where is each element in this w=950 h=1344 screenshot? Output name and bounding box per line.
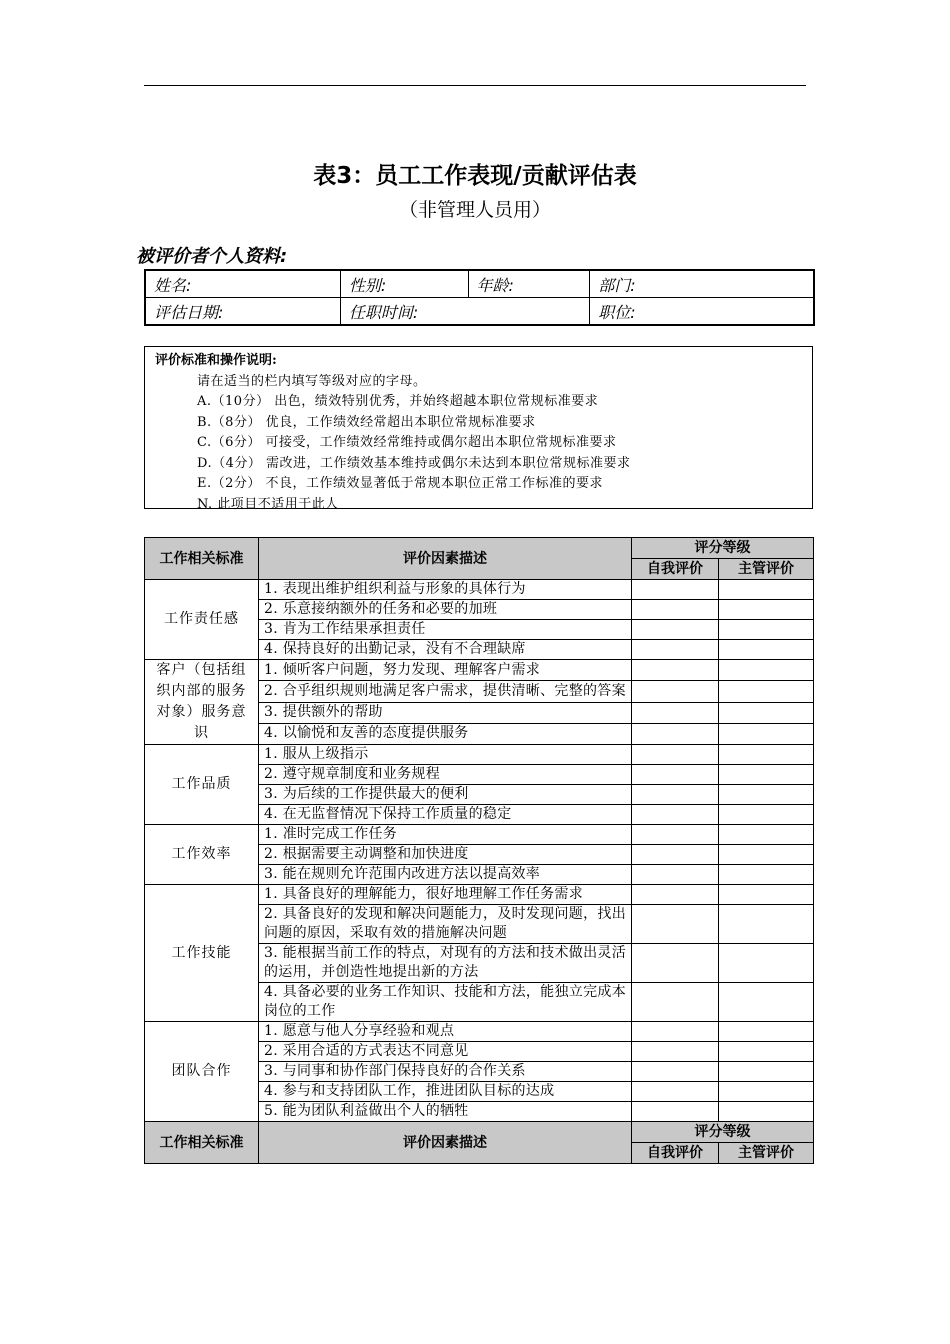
manager-rating-cell[interactable] [719, 1022, 814, 1042]
factor-description: 4. 以愉悦和友善的态度提供服务 [259, 723, 632, 744]
table-row [145, 580, 814, 600]
self-rating-cell[interactable] [632, 905, 719, 944]
factor-description: 3. 与同事和协作部门保持良好的合作关系 [259, 1062, 632, 1082]
age-field[interactable]: 年龄: [468, 270, 590, 298]
self-rating-cell[interactable] [632, 1102, 719, 1122]
criteria-cell: 工作技能 [145, 885, 259, 1022]
self-rating-cell[interactable] [632, 640, 719, 660]
manager-rating-cell[interactable] [719, 905, 814, 944]
factor-description: 2. 合乎组织规则地满足客户需求，提供清晰、完整的答案 [259, 681, 632, 702]
personal-info-table [144, 269, 815, 326]
header-manager: 主管评价 [719, 559, 814, 580]
footer-rating: 评分等级 [632, 1122, 814, 1143]
eval-date-field[interactable]: 评估日期: [145, 298, 340, 326]
manager-rating-cell[interactable] [719, 1082, 814, 1102]
self-rating-cell[interactable] [632, 885, 719, 905]
self-rating-cell[interactable] [632, 805, 719, 825]
grade-a-line: A.（10分） 出色，绩效特别优秀，并始终超越本职位常规标准要求 [197, 394, 599, 409]
self-rating-cell[interactable] [632, 702, 719, 723]
factor-description: 4. 具备必要的业务工作知识、技能和方法，能独立完成本岗位的工作 [259, 983, 632, 1022]
manager-rating-cell[interactable] [719, 745, 814, 765]
footer-manager: 主管评价 [719, 1143, 814, 1164]
instructions-title: 评价标准和操作说明: [155, 353, 277, 368]
factor-description: 5. 能为团队利益做出个人的牺牲 [259, 1102, 632, 1122]
factor-description: 2. 遵守规章制度和业务规程 [259, 765, 632, 785]
manager-rating-cell[interactable] [719, 865, 814, 885]
criteria-cell: 工作责任感 [145, 580, 259, 660]
factor-description: 4. 参与和支持团队工作，推进团队目标的达成 [259, 1082, 632, 1102]
department-field[interactable]: 部门: [590, 270, 814, 298]
self-rating-cell[interactable] [632, 580, 719, 600]
factor-description: 3. 为后续的工作提供最大的便利 [259, 785, 632, 805]
tenure-field[interactable]: 任职时间: [340, 298, 589, 326]
table-row [145, 660, 814, 681]
header-rule [144, 85, 806, 86]
page-subtitle: （非管理人员用） [398, 199, 551, 221]
self-rating-cell[interactable] [632, 681, 719, 702]
manager-rating-cell[interactable] [719, 580, 814, 600]
factor-description: 2. 根据需要主动调整和加快进度 [259, 845, 632, 865]
self-rating-cell[interactable] [632, 745, 719, 765]
header-description: 评价因素描述 [259, 538, 632, 580]
grade-e-line: E.（2分） 不良，工作绩效显著低于常规本职位正常工作标准的要求 [197, 476, 604, 491]
grade-b-line: B.（8分） 优良，工作绩效经常超出本职位常规标准要求 [197, 414, 536, 430]
self-rating-cell[interactable] [632, 660, 719, 681]
self-rating-cell[interactable] [632, 825, 719, 845]
table-row [145, 885, 814, 905]
criteria-cell: 团队合作 [145, 1022, 259, 1122]
grade-d-line: D.（4分） 需改进，工作绩效基本维持或偶尔未达到本职位常规标准要求 [197, 455, 631, 471]
manager-rating-cell[interactable] [719, 1042, 814, 1062]
manager-rating-cell[interactable] [719, 885, 814, 905]
personal-info-heading: 被评价者个人资料: [136, 246, 288, 267]
grade-c-line: C.（6分） 可接受，工作绩效经常维持或偶尔超出本职位常规标准要求 [197, 435, 617, 450]
manager-rating-cell[interactable] [719, 845, 814, 865]
self-rating-cell[interactable] [632, 944, 719, 983]
factor-description: 1. 倾听客户问题，努力发现、理解客户需求 [259, 660, 632, 681]
self-rating-cell[interactable] [632, 723, 719, 744]
table-row [145, 745, 814, 765]
factor-description: 4. 保持良好的出勤记录，没有不合理缺席 [259, 640, 632, 660]
self-rating-cell[interactable] [632, 865, 719, 885]
manager-rating-cell[interactable] [719, 825, 814, 845]
factor-description: 1. 具备良好的理解能力，很好地理解工作任务需求 [259, 885, 632, 905]
manager-rating-cell[interactable] [719, 1062, 814, 1082]
factor-description: 2. 具备良好的发现和解决问题能力，及时发现问题，找出问题的原因，采取有效的措施解决问题 [259, 905, 632, 944]
manager-rating-cell[interactable] [719, 983, 814, 1022]
self-rating-cell[interactable] [632, 1042, 719, 1062]
self-rating-cell[interactable] [632, 983, 719, 1022]
factor-description: 1. 准时完成工作任务 [259, 825, 632, 845]
page-title: 表3：员工工作表现/贡献评估表 [313, 163, 637, 189]
table-row [145, 825, 814, 845]
self-rating-cell[interactable] [632, 1082, 719, 1102]
manager-rating-cell[interactable] [719, 1102, 814, 1122]
manager-rating-cell[interactable] [719, 640, 814, 660]
criteria-cell: 客户（包括组织内部的服务对象）服务意识 [145, 660, 259, 745]
footer-self: 自我评价 [632, 1143, 719, 1164]
gender-field[interactable]: 性别: [340, 270, 468, 298]
self-rating-cell[interactable] [632, 1022, 719, 1042]
factor-description: 1. 服从上级指示 [259, 745, 632, 765]
manager-rating-cell[interactable] [719, 620, 814, 640]
manager-rating-cell[interactable] [719, 702, 814, 723]
factor-description: 3. 肯为工作结果承担责任 [259, 620, 632, 640]
evaluation-table [144, 537, 814, 1164]
factor-description: 2. 采用合适的方式表达不同意见 [259, 1042, 632, 1062]
manager-rating-cell[interactable] [719, 600, 814, 620]
factor-description: 3. 提供额外的帮助 [259, 702, 632, 723]
self-rating-cell[interactable] [632, 785, 719, 805]
header-self: 自我评价 [632, 559, 719, 580]
self-rating-cell[interactable] [632, 1062, 719, 1082]
manager-rating-cell[interactable] [719, 785, 814, 805]
header-criteria: 工作相关标准 [145, 538, 259, 580]
header-rating: 评分等级 [632, 538, 814, 559]
manager-rating-cell[interactable] [719, 805, 814, 825]
footer-criteria: 工作相关标准 [145, 1122, 259, 1164]
criteria-cell: 工作品质 [145, 745, 259, 825]
factor-description: 3. 能在规则允许范围内改进方法以提高效率 [259, 865, 632, 885]
criteria-cell: 工作效率 [145, 825, 259, 885]
factor-description: 1. 愿意与他人分享经验和观点 [259, 1022, 632, 1042]
instructions-box [144, 346, 813, 512]
self-rating-cell[interactable] [632, 620, 719, 640]
grade-n-line: N. 此项目不适用于此人 [197, 496, 339, 512]
factor-description: 4. 在无监督情况下保持工作质量的稳定 [259, 805, 632, 825]
name-field[interactable]: 姓名: [145, 270, 340, 298]
manager-rating-cell[interactable] [719, 660, 814, 681]
factor-description: 3. 能根据当前工作的特点，对现有的方法和技术做出灵活的运用，并创造性地提出新的方法 [259, 944, 632, 983]
self-rating-cell[interactable] [632, 600, 719, 620]
table-row [145, 1022, 814, 1042]
self-rating-cell[interactable] [632, 765, 719, 785]
footer-description: 评价因素描述 [259, 1122, 632, 1164]
position-field[interactable]: 职位: [590, 298, 814, 326]
manager-rating-cell[interactable] [719, 765, 814, 785]
manager-rating-cell[interactable] [719, 681, 814, 702]
factor-description: 1. 表现出维护组织利益与形象的具体行为 [259, 580, 632, 600]
manager-rating-cell[interactable] [719, 944, 814, 983]
manager-rating-cell[interactable] [719, 723, 814, 744]
instruction-line: 请在适当的栏内填写等级对应的字母。 [197, 373, 427, 389]
self-rating-cell[interactable] [632, 845, 719, 865]
factor-description: 2. 乐意接纳额外的任务和必要的加班 [259, 600, 632, 620]
